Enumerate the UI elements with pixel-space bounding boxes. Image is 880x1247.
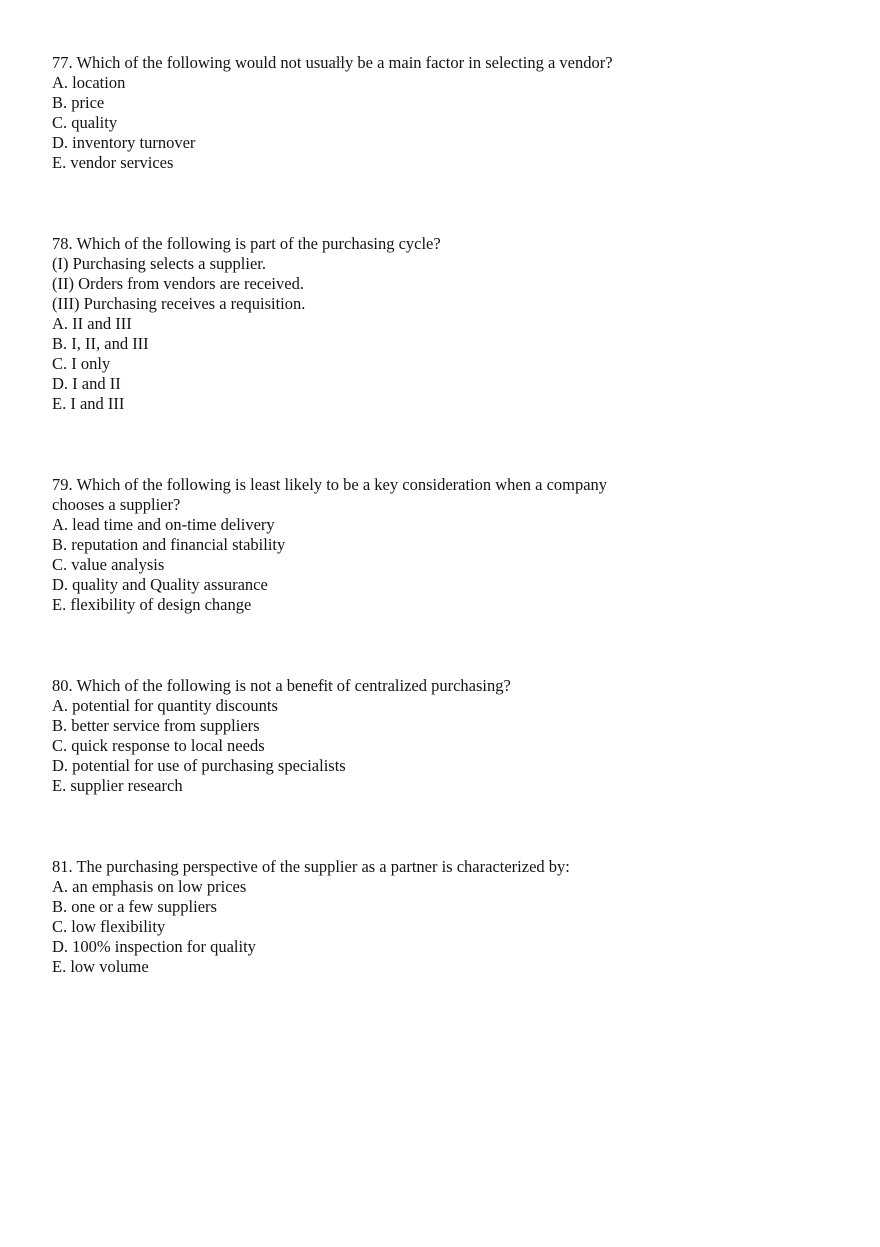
answer-option-a: A. location [52, 73, 126, 92]
answer-option-a: A. potential for quantity discounts [52, 696, 278, 715]
question-stem: 78. Which of the following is part of the purchasing cycle? [52, 234, 441, 253]
answer-option-d: D. potential for use of purchasing specialists [52, 756, 346, 775]
question-stem [52, 53, 832, 73]
answer-option-b: B. better service from suppliers [52, 716, 260, 735]
answer-option-a: A. II and III [52, 314, 132, 333]
stem-marked-word: usually [305, 53, 354, 72]
answer-option-b: B. I, II, and III [52, 334, 149, 353]
question-78 [52, 234, 832, 414]
answer-option-b: B. price [52, 93, 105, 112]
question-80 [52, 676, 832, 796]
answer-option-e: E. flexibility of design change [52, 595, 252, 614]
answer-option-a: A. lead time and on-time delivery [52, 515, 275, 534]
question-stem: 79. Which of the following is least likely to be a key consideration when a company chooses a supplier? [52, 475, 608, 514]
answer-option-d: D. inventory turnover [52, 133, 196, 152]
stem-marked-word: benefit [286, 676, 333, 695]
question-81 [52, 857, 832, 977]
question-stem [52, 676, 832, 696]
answer-option-c: C. I only [52, 354, 111, 373]
answer-option-e: E. supplier research [52, 776, 183, 795]
answer-option-c: C. low flexibility [52, 917, 166, 936]
statement-iii: (III) Purchasing receives a requisition. [52, 294, 306, 313]
stem-text-before: 80. Which of the following is not a [52, 676, 287, 695]
stem-text-after: of centralized purchasing? [332, 676, 511, 695]
answer-option-d: D. I and II [52, 374, 121, 393]
answer-option-c: C. quick response to local needs [52, 736, 265, 755]
statement-i: (I) Purchasing selects a supplier. [52, 254, 266, 273]
answer-option-b: B. reputation and financial stability [52, 535, 286, 554]
stem-text-after: be a main factor in selecting a vendor? [353, 53, 613, 72]
answer-option-d: D. 100% inspection for quality [52, 937, 256, 956]
answer-option-e: E. vendor services [52, 153, 174, 172]
answer-option-d: D. quality and Quality assurance [52, 575, 268, 594]
stem-text-before: 77. Which of the following would not [52, 53, 306, 72]
answer-option-c: C. quality [52, 113, 118, 132]
question-stem: 81. The purchasing perspective of the supplier as a partner is characterized by: [52, 857, 570, 876]
question-77 [52, 53, 832, 173]
question-79 [52, 475, 832, 615]
question-page [52, 53, 832, 1038]
answer-option-e: E. low volume [52, 957, 149, 976]
answer-option-a: A. an emphasis on low prices [52, 877, 247, 896]
answer-option-e: E. I and III [52, 394, 125, 413]
answer-option-c: C. value analysis [52, 555, 165, 574]
answer-option-b: B. one or a few suppliers [52, 897, 217, 916]
statement-ii: (II) Orders from vendors are received. [52, 274, 304, 293]
